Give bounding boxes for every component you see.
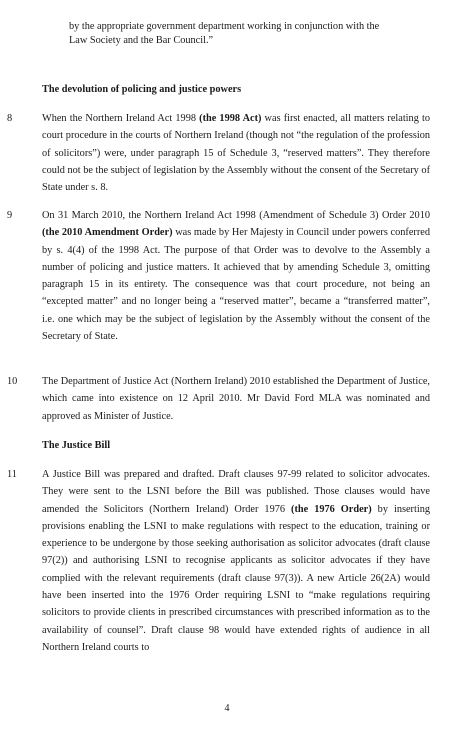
defined-term-2010-amendment-order: (the 2010 Amendment Order) [42,227,173,239]
section-heading-justice-bill: The Justice Bill [42,440,111,451]
section-heading-devolution: The devolution of policing and justice powers [42,84,242,95]
defined-term-1976-order: (the 1976 Order) [291,503,372,515]
paragraph-8-text-2: was first enacted, all matters relating to court procedure in the courts of Northern Ireland (though not “the regulation of the profession of solicitors”) were, under paragraph 15 of Schedule 3, “reserved matters”. They therefore could not be the subject of legislation by the Assembly without the consent of the Secretary of State under s. 8. [42,113,430,194]
paragraph-number-9: 9 [7,210,13,221]
defined-term-1998-act: (the 1998 Act) [199,113,262,124]
quote-line-2: Law Society and the Bar Council.” [69,35,214,46]
paragraph-9-text-1: On 31 March 2010, the Northern Ireland Act 1998 (Amendment of Schedule 3) Order 2010 [42,210,430,221]
paragraph-8-text-1: When the Northern Ireland Act 1998 [42,113,200,124]
quote-line-1: by the appropriate government department working in conjunction with the [69,21,380,32]
paragraph-11-text-1: A Justice Bill was prepared and drafted. Draft clauses 97-99 related to solicitor advocates. They were sent to the LSNI before the Bill was published. Those clauses would have amended the Solicitors (Northern Ireland) Order 1976 [42,469,430,515]
paragraph-number-10: 10 [7,376,18,387]
paragraph-9 [42,207,430,345]
page-number: 4 [224,703,230,714]
paragraph-number-8: 8 [7,113,13,124]
paragraph-10: The Department of Justice Act (Northern Ireland) 2010 established the Department of Justice, which came into existence on 12 April 2010. Mr David Ford MLA was nominated and approved as Minister of Justice. [42,376,430,422]
paragraph-number-11: 11 [7,469,17,480]
paragraph-8 [42,110,430,196]
paragraph-11-text-2: by inserting provisions enabling the LSNI to make regulations with respect to the education, training or experience to be undergone by those seeking authorisation as solicitor advocates (draft clause 97(2)) and authorising LSNI to recognise applicants as solicitor advocates if they have complied with the relevant requirements (draft clause 97(3)). A new Article 26(2A) would have been inserted into the 1976 Order requiring LSNI to “make regulations requiring solicitors to provide clients in prescribed circumstances with prescribed information as to the availability of counsel”. Draft clause 98 would have extended rights of audience in all Northern Ireland courts to [42,503,431,653]
quote-continuation [69,20,409,48]
paragraph-9-text-2: was made by Her Majesty in Council under powers conferred by s. 4(4) of the 1998 Act. The purpose of that Order was to devolve to the Assembly a number of policing and justice matters. It achieved that by amending Schedule 3, omitting paragraph 15 in its entirety. The consequence was that court procedure, not being an “excepted matter” and no longer being a “reserved matter”, became a “transferred matter”, i.e. one which may be the subject of legislation by the Assembly without the consent of the Secretary of State. [42,227,431,343]
paragraph-11 [42,466,430,656]
